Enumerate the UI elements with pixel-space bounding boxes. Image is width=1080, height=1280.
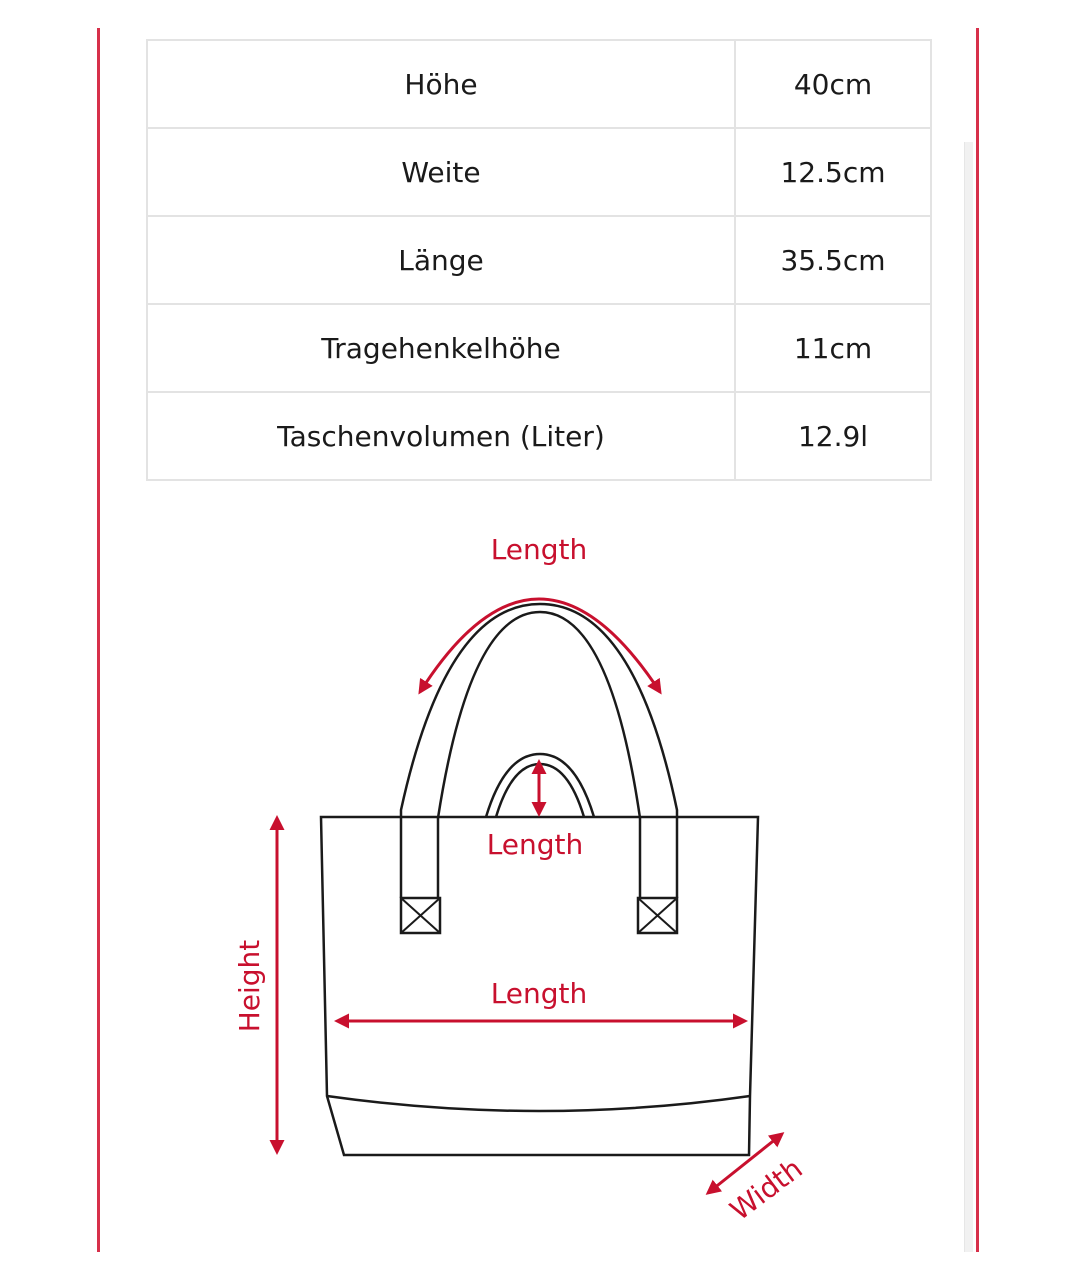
body-length-label: Length — [490, 977, 588, 1010]
row-label: Tragehenkelhöhe — [147, 304, 735, 392]
row-label: Weite — [147, 128, 735, 216]
row-label: Taschenvolumen (Liter) — [147, 392, 735, 480]
row-value: 12.9l — [735, 392, 931, 480]
row-label: Höhe — [147, 40, 735, 128]
row-label: Länge — [147, 216, 735, 304]
height-label: Height — [233, 939, 266, 1033]
small-handle-length-label: Length — [486, 828, 584, 861]
row-value: 35.5cm — [735, 216, 931, 304]
row-value: 11cm — [735, 304, 931, 392]
handle-length-label: Length — [490, 533, 588, 566]
width-label: Width — [723, 1151, 809, 1228]
bag-bottom-seam — [327, 1096, 750, 1111]
handle-patch-right — [638, 898, 677, 933]
handle-patch-left — [401, 898, 440, 933]
row-value: 40cm — [735, 40, 931, 128]
row-value: 12.5cm — [735, 128, 931, 216]
